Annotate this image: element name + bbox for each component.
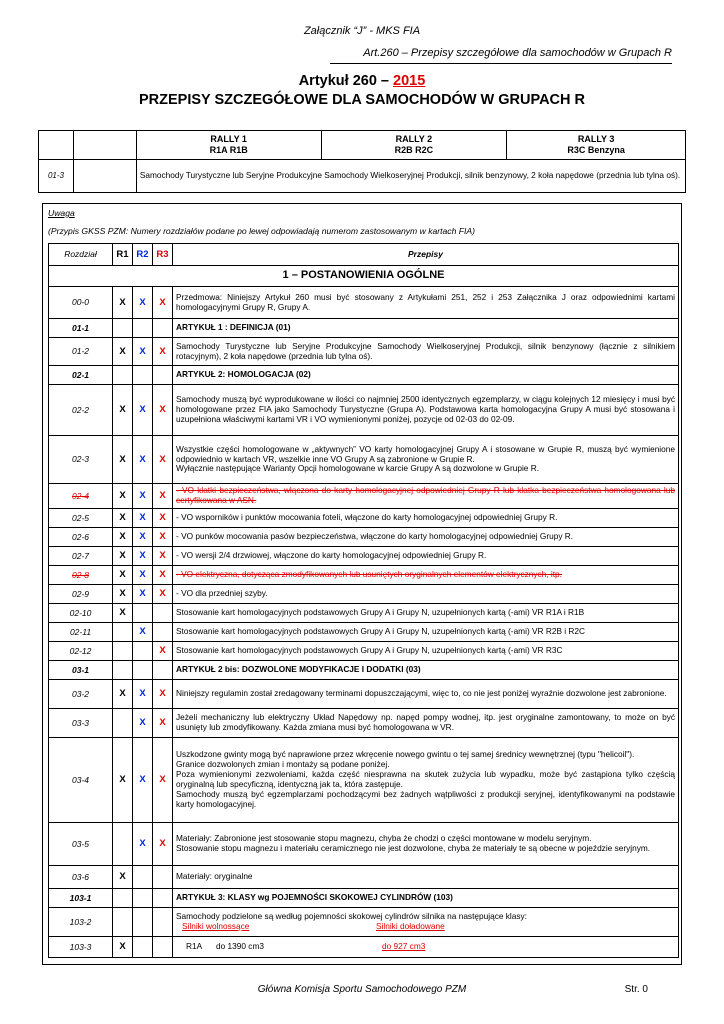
class-turbo-label: Silniki doładowane xyxy=(376,921,445,931)
r1-mark: X xyxy=(113,436,133,484)
table-row xyxy=(49,366,679,385)
row-code: 02-9 xyxy=(49,585,113,604)
r1-mark: X xyxy=(113,484,133,509)
page-title xyxy=(0,73,724,89)
col-rozdzial: Rozdział xyxy=(49,244,113,266)
r3-mark xyxy=(153,889,173,908)
row-code: 03-1 xyxy=(49,661,113,680)
empty-cell xyxy=(73,131,136,160)
row-text: - VO dla przedniej szyby. xyxy=(173,585,679,604)
r1-mark: X xyxy=(113,680,133,709)
r1-mark: X xyxy=(113,866,133,889)
table-row xyxy=(49,385,679,436)
class-r1a-name: R1A xyxy=(186,941,203,952)
footer-org: Główna Komisja Sportu Samochodowego PZM xyxy=(257,984,467,995)
row-text: Przedmowa: Niniejszy Artykuł 260 musi być stosowany z Artykułami 251, 252 i 253 Załącznika J oraz odpowiednimi kartami homologacyjnymi Grupy R, Grupy A. xyxy=(173,287,679,319)
row-code: 03-4 xyxy=(49,738,113,823)
row-text: Materiały: oryginalne xyxy=(173,866,679,889)
col-r1: R1 xyxy=(113,244,133,266)
r2-mark xyxy=(133,604,153,623)
r2-mark xyxy=(133,319,153,338)
r2-mark: X xyxy=(133,528,153,547)
row-code: 02-12 xyxy=(49,642,113,661)
r3-mark: X xyxy=(153,528,173,547)
table-row xyxy=(49,547,679,566)
row-code: 02-5 xyxy=(49,509,113,528)
r1-mark: X xyxy=(113,937,133,958)
row-text: Stosowanie kart homologacyjnych podstawowych Grupy A i Grupy N, uzupełnionych kartą (-ami) VR R1A i R1B xyxy=(173,604,679,623)
row-text: ARTYKUŁ 1 : DEFINICJA (01) xyxy=(173,319,679,338)
r1-mark: X xyxy=(113,385,133,436)
row-text: Jeżeli mechaniczny lub elektryczny Układ Napędowy np. napęd pompy wodnej, itp. jest oryginalne zamontowany, to może on być usunięty lub zmodyfikowany. Każda zmiana musi być homologowana w VR. xyxy=(173,709,679,738)
r3-mark xyxy=(153,604,173,623)
table-row xyxy=(49,338,679,366)
r2-mark: X xyxy=(133,509,153,528)
r1-mark xyxy=(113,823,133,866)
table-row xyxy=(49,908,679,937)
row-code: 03-6 xyxy=(49,866,113,889)
row-text: - VO klatki bezpieczeństwa, włączona do karty homologacyjnej odpowiedniej Grupy R lub klatka bezpieczeństwa homologowana lub certyfikowana w ASN. xyxy=(173,484,679,509)
r2-mark: X xyxy=(133,385,153,436)
r2-mark xyxy=(133,889,153,908)
row-code: 02-2 xyxy=(49,385,113,436)
row-text: ARTYKUŁ 3: KLASY wg POJEMNOŚCI SKOKOWEJ CYLINDRÓW (103) xyxy=(173,889,679,908)
r2-mark: X xyxy=(133,623,153,642)
row-text: Stosowanie kart homologacyjnych podstawowych Grupy A i Grupy N, uzupełnionych kartą (-ami) VR R3C xyxy=(173,642,679,661)
r2-mark: X xyxy=(133,585,153,604)
row-text: Samochody muszą być wyprodukowane w ilości co najmniej 2500 identycznych egzemplarzy, w ciągu kolejnych 12 miesięcy i musi być homologowane przez FIA jako Samochody Turystyczne (Grupa A). Podstawowa karta homologacyjna Grupy A musi być stosowana i uzupełniona właściwymi kartami VR i VO wymienionymi poniżej, pozycje od 02-03 do 02-09. xyxy=(173,385,679,436)
r2-mark xyxy=(133,908,153,937)
row-text: Samochody Turystyczne lub Seryjne Produkcyjne Samochody Wielkoseryjnej Produkcji, silnik benzynowy (łącznie z silnikiem rotacyjnym), 2 koła napędowe (przednia lub tylna oś). xyxy=(173,338,679,366)
class-na-label: Silniki wolnossące xyxy=(182,921,250,931)
r3-mark xyxy=(153,366,173,385)
header-annex: Załącznik “J” - MKS FIA xyxy=(303,25,421,37)
r3-mark xyxy=(153,937,173,958)
row-code: 02-6 xyxy=(49,528,113,547)
r3-mark xyxy=(153,908,173,937)
table-row xyxy=(49,287,679,319)
r3-mark: X xyxy=(153,585,173,604)
r3-mark: X xyxy=(153,547,173,566)
row-text: ARTYKUŁ 2: HOMOLOGACJA (02) xyxy=(173,366,679,385)
row-code: 01-1 xyxy=(49,319,113,338)
r3-mark: X xyxy=(153,709,173,738)
r1-mark xyxy=(113,908,133,937)
row-code: 01-2 xyxy=(49,338,113,366)
r2-mark xyxy=(133,661,153,680)
row-code: 02-11 xyxy=(49,623,113,642)
rally1-header: RALLY 1 R1A R1B xyxy=(136,131,321,160)
r1-mark: X xyxy=(113,338,133,366)
row-code: 02-1 xyxy=(49,366,113,385)
class-r1a-turbo: do 927 cm3 xyxy=(382,941,426,952)
row-text: - VO wsporników i punktów mocowania foteli, włączone do karty homologacyjnej odpowiedniej Grupy R. xyxy=(173,509,679,528)
r2-mark xyxy=(133,642,153,661)
r2-mark: X xyxy=(133,738,153,823)
r1-mark: X xyxy=(113,585,133,604)
r3-mark: X xyxy=(153,566,173,585)
row-code: 03-5 xyxy=(49,823,113,866)
note-label: Uwaga xyxy=(48,208,75,218)
category-code: 01-3 xyxy=(39,160,74,193)
r2-mark: X xyxy=(133,436,153,484)
col-przepisy: Przepisy xyxy=(173,244,679,266)
r1-mark: X xyxy=(113,604,133,623)
row-text: - VO wersji 2/4 drzwiowej, włączone do karty homologacyjnej odpowiedniej Grupy R. xyxy=(173,547,679,566)
table-row xyxy=(49,937,679,958)
r2-mark xyxy=(133,937,153,958)
r3-mark: X xyxy=(153,823,173,866)
column-header-row xyxy=(49,244,679,266)
row-text: Materiały: Zabronione jest stosowanie stopu magnezu, chyba że chodzi o części montowane w modelu seryjnym. Stosowanie stopu magnezu i materiału ceramicznego nie jest dozwolone, chyba że materiały te są obecne w pojeździe seryjnym. xyxy=(173,823,679,866)
table-row xyxy=(49,661,679,680)
col-r3: R3 xyxy=(153,244,173,266)
r3-mark xyxy=(153,866,173,889)
page-number: Str. 0 xyxy=(624,984,648,995)
classes-header xyxy=(176,922,675,932)
r2-mark: X xyxy=(133,709,153,738)
table-row xyxy=(49,604,679,623)
table-row xyxy=(49,680,679,709)
category-table xyxy=(38,130,686,193)
header-article: Art.260 – Przepisy szczegółowe dla samochodów w Grupach R xyxy=(363,47,672,59)
row-text xyxy=(173,908,679,937)
r3-mark: X xyxy=(153,509,173,528)
table-row xyxy=(49,509,679,528)
row-text: - VO punków mocowania pasów bezpieczeństwa, włączone do karty homologacyjnej odpowiedniej Grupy R. xyxy=(173,528,679,547)
table-row xyxy=(49,319,679,338)
table-row xyxy=(49,484,679,509)
section-heading-row xyxy=(49,266,679,287)
r3-mark xyxy=(153,661,173,680)
r1-mark xyxy=(113,623,133,642)
row-text: - VO elektryczna, dotycząca zmodyfikowanych lub usuniętych oryginalnych elementów elektrycznych, itp. xyxy=(173,566,679,585)
col-r2: R2 xyxy=(133,244,153,266)
row-text: Stosowanie kart homologacyjnych podstawowych Grupy A i Grupy N, uzupełnionych kartą (-ami) VR R2B i R2C xyxy=(173,623,679,642)
row-text: Uszkodzone gwinty mogą być naprawione przez wkręcenie nowego gwintu o tej samej średnicy wewnętrznej (typu "helicoil"). Granice dozwolonych zmian i montaży są podane poniżej. Poza wymienionymi zezwoleniami, każda część niesprawna na skutek zużycia lub wypadku, może być zastąpiona tylko częścią oryginalną lub specyficzną, identyczną jak ta, która zastępuje. Samochody muszą być egzemplarzami pochodzącymi bez żadnych wątpliwości z produkcji seryjnej, identyfikowanymi na podstawie karty homologacyjnej. xyxy=(173,738,679,823)
r2-mark: X xyxy=(133,338,153,366)
r1-mark: X xyxy=(113,528,133,547)
r2-mark: X xyxy=(133,287,153,319)
row-code: 103-3 xyxy=(49,937,113,958)
table-row xyxy=(49,642,679,661)
note-text: (Przypis GKSS PZM: Numery rozdziałów podane po lewej odpowiadają numerom zastosowanym w kartach FIA) xyxy=(48,226,475,236)
r3-mark: X xyxy=(153,287,173,319)
table-row xyxy=(49,436,679,484)
r3-mark: X xyxy=(153,385,173,436)
row-code: 03-3 xyxy=(49,709,113,738)
row-code: 02-4 xyxy=(49,484,113,509)
class-r1a-row xyxy=(176,942,675,952)
row-code: 103-2 xyxy=(49,908,113,937)
page-subtitle: PRZEPISY SZCZEGÓŁOWE DLA SAMOCHODÓW W GRUPACH R xyxy=(138,92,585,108)
r3-mark: X xyxy=(153,738,173,823)
r2-mark: X xyxy=(133,680,153,709)
r1-mark: X xyxy=(113,738,133,823)
table-row xyxy=(49,823,679,866)
r3-mark: X xyxy=(153,436,173,484)
rally3-header: RALLY 3 R3C Benzyna xyxy=(507,131,686,160)
classes-intro: Samochody podzielone są według pojemności skokowej cylindrów silnika na następujące klasy: xyxy=(176,911,527,922)
r1-mark: X xyxy=(113,287,133,319)
regulations-table xyxy=(48,243,679,958)
r3-mark xyxy=(153,623,173,642)
r3-mark: X xyxy=(153,338,173,366)
r1-mark xyxy=(113,661,133,680)
r2-mark xyxy=(133,866,153,889)
row-text: Wszystkie części homologowane w „aktywnych” VO karty homologacyjnej Grupy A i stosowane w Grupie R, muszą być wymienione odpowiednio w kartach VR, wszelkie inne VO Grupy A są zabronione w Grupie R. Wyłącznie następujące Warianty Opcji homologowane w karcie Grupy A są dozwolone w Grupie R. xyxy=(173,436,679,484)
r2-mark xyxy=(133,366,153,385)
rally2-header: RALLY 2 R2B R2C xyxy=(321,131,507,160)
row-code: 02-8 xyxy=(49,566,113,585)
r1-mark xyxy=(113,642,133,661)
title-year: 2015 xyxy=(393,73,426,89)
row-text xyxy=(173,937,679,958)
class-r1a-na: do 1390 cm3 xyxy=(216,941,264,952)
r1-mark: X xyxy=(113,547,133,566)
r2-mark: X xyxy=(133,547,153,566)
table-row xyxy=(49,623,679,642)
category-description: Samochody Turystyczne lub Seryjne Produkcyjne Samochody Wielkoseryjnej Produkcji, silnik benzynowy, 2 koła napędowe (przednia lub tylna oś). xyxy=(136,160,685,193)
table-row xyxy=(49,889,679,908)
row-code: 103-1 xyxy=(49,889,113,908)
title-prefix: Artykuł 260 – xyxy=(298,73,394,89)
row-code: 03-2 xyxy=(49,680,113,709)
r2-mark: X xyxy=(133,484,153,509)
row-text: ARTYKUŁ 2 bis: DOZWOLONE MODYFIKACJE I DODATKI (03) xyxy=(173,661,679,680)
r3-mark: X xyxy=(153,484,173,509)
section-heading: 1 – POSTANOWIENIA OGÓLNE xyxy=(49,266,679,287)
table-row xyxy=(49,585,679,604)
r2-mark: X xyxy=(133,823,153,866)
row-code: 02-3 xyxy=(49,436,113,484)
empty-cell xyxy=(39,131,74,160)
r3-mark xyxy=(153,319,173,338)
row-text: Niniejszy regulamin został zredagowany terminami dopuszczającymi, więc to, co nie jest poniżej wyraźnie dozwolone jest zabronione. xyxy=(173,680,679,709)
table-row xyxy=(49,528,679,547)
r1-mark xyxy=(113,709,133,738)
r2-mark: X xyxy=(133,566,153,585)
r3-mark: X xyxy=(153,642,173,661)
r1-mark: X xyxy=(113,509,133,528)
r1-mark xyxy=(113,366,133,385)
row-code: 02-10 xyxy=(49,604,113,623)
header-rule xyxy=(330,63,672,64)
table-row xyxy=(49,566,679,585)
r1-mark xyxy=(113,889,133,908)
table-row xyxy=(49,738,679,823)
empty-cell xyxy=(73,160,136,193)
r1-mark xyxy=(113,319,133,338)
r1-mark: X xyxy=(113,566,133,585)
r3-mark: X xyxy=(153,680,173,709)
table-row xyxy=(49,866,679,889)
table-row xyxy=(49,709,679,738)
row-code: 00-0 xyxy=(49,287,113,319)
row-code: 02-7 xyxy=(49,547,113,566)
